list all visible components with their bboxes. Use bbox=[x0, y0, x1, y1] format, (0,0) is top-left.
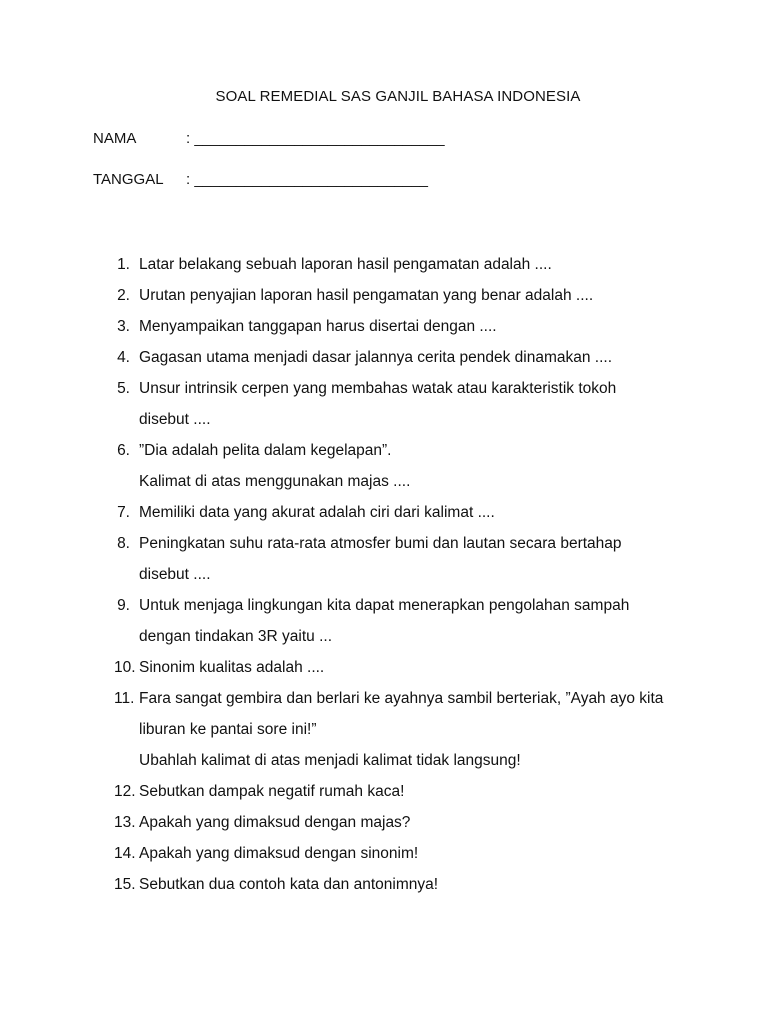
question-number: 7. bbox=[117, 504, 130, 521]
question-line: Sinonim kualitas adalah .... bbox=[139, 659, 325, 676]
question-item bbox=[0, 869, 719, 900]
question-item bbox=[0, 342, 719, 373]
question-number: 11. bbox=[114, 690, 135, 707]
date-blank: : ____________________________ bbox=[186, 171, 428, 188]
question-line: Unsur intrinsik cerpen yang membahas watak atau karakteristik tokoh bbox=[139, 380, 617, 397]
name-label: NAMA bbox=[93, 130, 137, 147]
question-line: Memiliki data yang akurat adalah ciri dari kalimat .... bbox=[139, 504, 495, 521]
question-text bbox=[139, 373, 719, 435]
question-number: 12. bbox=[114, 783, 136, 800]
question-line: Fara sangat gembira dan berlari ke ayahnya sambil berteriak, ”Ayah ayo kita bbox=[139, 690, 664, 707]
question-item bbox=[0, 373, 719, 435]
question-line: Sebutkan dampak negatif rumah kaca! bbox=[139, 783, 405, 800]
question-text bbox=[139, 311, 719, 342]
question-number: 2. bbox=[117, 287, 130, 304]
question-number: 4. bbox=[117, 349, 130, 366]
question-line: dengan tindakan 3R yaitu ... bbox=[139, 628, 333, 645]
question-number: 6. bbox=[117, 442, 130, 459]
name-blank: : ______________________________ bbox=[186, 130, 445, 147]
question-line: Apakah yang dimaksud dengan majas? bbox=[139, 814, 411, 831]
question-item bbox=[0, 590, 719, 652]
question-text bbox=[139, 249, 719, 280]
question-number: 5. bbox=[117, 380, 130, 397]
question-item bbox=[0, 249, 719, 280]
question-item bbox=[0, 807, 719, 838]
question-number: 9. bbox=[117, 597, 130, 614]
question-line: Untuk menjaga lingkungan kita dapat menerapkan pengolahan sampah bbox=[139, 597, 630, 614]
question-item bbox=[0, 528, 719, 590]
question-line: disebut .... bbox=[139, 411, 211, 428]
question-line: Latar belakang sebuah laporan hasil pengamatan adalah .... bbox=[139, 256, 552, 273]
question-text bbox=[139, 280, 719, 311]
question-number: 8. bbox=[117, 535, 130, 552]
question-number: 3. bbox=[117, 318, 130, 335]
question-number: 15. bbox=[114, 876, 136, 893]
question-line: Gagasan utama menjadi dasar jalannya cerita pendek dinamakan .... bbox=[139, 349, 613, 366]
question-item bbox=[0, 776, 719, 807]
question-number: 14. bbox=[114, 845, 136, 862]
question-line: ”Dia adalah pelita dalam kegelapan”. bbox=[139, 442, 392, 459]
question-item bbox=[0, 311, 719, 342]
document-title: SOAL REMEDIAL SAS GANJIL BAHASA INDONESIA bbox=[215, 88, 581, 105]
question-list bbox=[0, 249, 719, 900]
question-number: 1. bbox=[117, 256, 130, 273]
date-field bbox=[93, 171, 428, 188]
question-item bbox=[0, 280, 719, 311]
question-item bbox=[0, 838, 719, 869]
question-line: Apakah yang dimaksud dengan sinonim! bbox=[139, 845, 419, 862]
name-field bbox=[93, 130, 445, 147]
question-text bbox=[139, 435, 719, 497]
question-text bbox=[139, 869, 719, 900]
question-line: disebut .... bbox=[139, 566, 211, 583]
question-text bbox=[139, 528, 719, 590]
question-number: 10. bbox=[114, 659, 136, 676]
question-number: 13. bbox=[114, 814, 136, 831]
question-text bbox=[139, 590, 719, 652]
question-line: Peningkatan suhu rata-rata atmosfer bumi dan lautan secara bertahap bbox=[139, 535, 622, 552]
question-text bbox=[139, 342, 719, 373]
question-text bbox=[139, 683, 719, 776]
question-text bbox=[139, 807, 719, 838]
question-text bbox=[139, 497, 719, 528]
question-item bbox=[0, 683, 719, 776]
question-line: Sebutkan dua contoh kata dan antonimnya! bbox=[139, 876, 439, 893]
question-item bbox=[0, 652, 719, 683]
question-text bbox=[139, 838, 719, 869]
question-line: Urutan penyajian laporan hasil pengamatan yang benar adalah .... bbox=[139, 287, 594, 304]
date-label: TANGGAL bbox=[93, 171, 164, 188]
question-line: liburan ke pantai sore ini!” bbox=[139, 721, 317, 738]
question-line: Kalimat di atas menggunakan majas .... bbox=[139, 473, 411, 490]
question-line: Menyampaikan tanggapan harus disertai dengan .... bbox=[139, 318, 497, 335]
question-item bbox=[0, 435, 719, 497]
question-item bbox=[0, 497, 719, 528]
question-line: Ubahlah kalimat di atas menjadi kalimat tidak langsung! bbox=[139, 752, 521, 769]
question-text bbox=[139, 652, 719, 683]
question-text bbox=[139, 776, 719, 807]
